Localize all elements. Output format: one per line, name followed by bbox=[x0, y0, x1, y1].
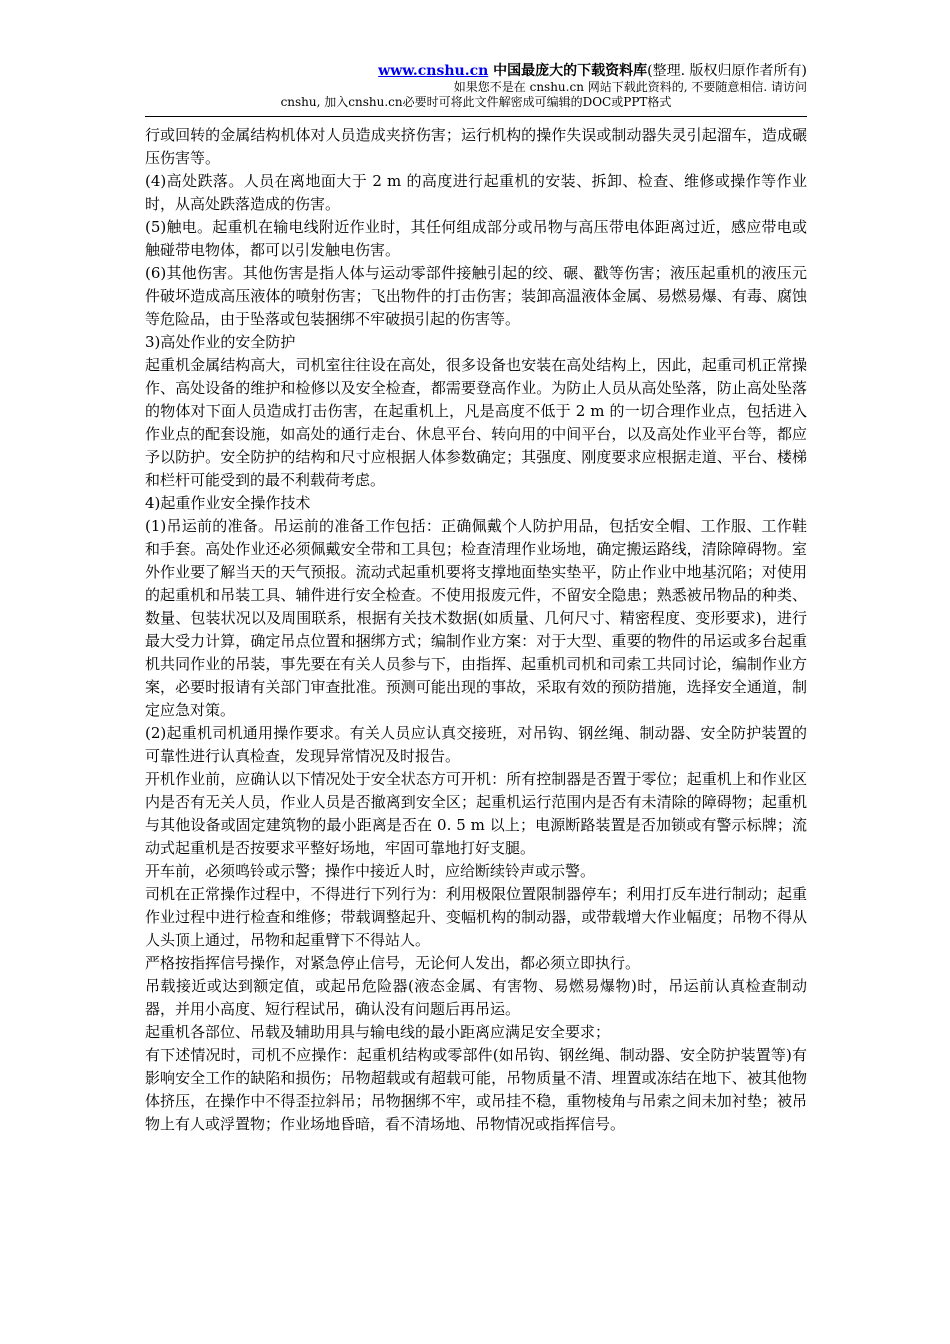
paragraph: 起重机金属结构高大，司机室往往设在高处，很多设备也安装在高处结构上，因此，起重司机正常操作、高处设备的维护和检修以及安全检查，都需要登高作业。为防止人员从高处坠落，防止高处坠落的物体对下面人员造成打击伤害，在起重机上，凡是高度不低于 2 m 的一切合理作业点，包括进入作业点的配套设施，如高处的通行走台、休息平台、转向用的中间平台，以及高处作业平台等，都应予以防护。安全防护的结构和尺寸应根据人体参数确定；其强度、刚度要求应根据走道、平台、楼梯和栏杆可能受到的最不利载荷考虑。 bbox=[145, 356, 807, 489]
header-divider bbox=[145, 116, 807, 117]
paragraph: (2)起重机司机通用操作要求。有关人员应认真交接班，对吊钩、钢丝绳、制动器、安全防护装置的可靠性进行认真检查，发现异常情况及时报告。 bbox=[145, 724, 807, 765]
section-heading: 4)起重作业安全操作技术 bbox=[145, 494, 311, 512]
header-note-line-2: cnshu, 加入cnshu.cn必要时可将此文件解密成可编辑的DOC或PPT格式 bbox=[280, 95, 672, 109]
paragraph: 有下述情况时，司机不应操作：起重机结构或零部件(如吊钩、钢丝绳、制动器、安全防护装置等)有影响安全工作的缺陷和损伤；吊物超载或有超载可能，吊物质量不清、埋置或冻结在地下、被其他物体挤压，在操作中不得歪拉斜吊；吊物捆绑不牢，或吊挂不稳，重物棱角与吊索之间未加衬垫；被吊物上有人或浮置物；作业场地昏暗，看不清场地、吊物情况或指挥信号。 bbox=[145, 1046, 807, 1133]
page-header bbox=[145, 62, 807, 110]
paragraph: 起重机各部位、吊载及辅助用具与输电线的最小距离应满足安全要求； bbox=[145, 1023, 611, 1041]
brand-note: (整理. 版权归原作者所有) bbox=[647, 63, 807, 79]
paragraph: (4)高处跌落。人员在离地面大于 2 m 的高度进行起重机的安装、拆卸、检查、维修或操作等作业时，从高处跌落造成的伤害。 bbox=[145, 172, 807, 213]
paragraph: (1)吊运前的准备。吊运前的准备工作包括：正确佩戴个人防护用品，包括安全帽、工作服、工作鞋和手套。高处作业还必须佩戴安全带和工具包；检查清理作业场地，确定搬运路线，清除障碍物。室外作业要了解当天的天气预报。流动式起重机要将支撑地面垫实垫平，防止作业中地基沉陷；对使用的起重机和吊装工具、辅件进行安全检查。不使用报废元件，不留安全隐患；熟悉被吊物品的种类、数量、包装状况以及周围联系，根据有关技术数据(如质量、几何尺寸、精密程度、变形要求)，进行最大受力计算，确定吊点位置和捆绑方式；编制作业方案：对于大型、重要的物件的吊运或多台起重机共同作业的吊装，事先要在有关人员参与下，由指挥、起重机司机和司索工共同讨论，编制作业方案，必要时报请有关部门审查批准。预测可能出现的事故，采取有效的预防措施，选择安全通道，制定应急对策。 bbox=[145, 517, 807, 719]
paragraph: (6)其他伤害。其他伤害是指人体与运动零部件接触引起的绞、碾、戳等伤害；液压起重机的液压元件破坏造成高压液体的喷射伤害；飞出物件的打击伤害；装卸高温液体金属、易燃易爆、有毒、腐蚀等危险品，由于坠落或包装捆绑不牢破损引起的伤害等。 bbox=[145, 264, 807, 328]
section-heading: 3)高处作业的安全防护 bbox=[145, 333, 296, 351]
header-title-line bbox=[145, 62, 807, 80]
paragraph: 开机作业前，应确认以下情况处于安全状态方可开机：所有控制器是否置于零位；起重机上和作业区内是否有无关人员，作业人员是否撤离到安全区；起重机运行范围内是否有未清除的障碍物；起重机与其他设备或固定建筑物的最小距离是否在 0. 5 m 以上；电源断路装置是否加锁或有警示标牌；流动式起重机是否按要求平整好场地，牢固可靠地打好支腿。 bbox=[145, 770, 807, 857]
paragraph: 司机在正常操作过程中，不得进行下列行为：利用极限位置限制器停车；利用打反车进行制动；起重作业过程中进行检查和维修；带载调整起升、变幅机构的制动器，或带载增大作业幅度；吊物不得从人头顶上通过，吊物和起重臂下不得站人。 bbox=[145, 885, 807, 949]
paragraph: 行或回转的金属结构机体对人员造成夹挤伤害；运行机构的操作失误或制动器失灵引起溜车，造成碾压伤害等。 bbox=[145, 126, 807, 167]
brand-title: 中国最庞大的下载资料库 bbox=[488, 63, 648, 79]
document-body bbox=[145, 124, 807, 1136]
paragraph: (5)触电。起重机在输电线附近作业时，其任何组成部分或吊物与高压带电体距离过近，感应带电或触碰带电物体，都可以引发触电伤害。 bbox=[145, 218, 807, 259]
paragraph: 开车前，必须鸣铃或示警；操作中接近人时，应给断续铃声或示警。 bbox=[145, 862, 596, 880]
paragraph: 严格按指挥信号操作，对紧急停止信号，无论何人发出，都必须立即执行。 bbox=[145, 954, 641, 972]
paragraph: 吊载接近或达到额定值，或起吊危险器(液态金属、有害物、易燃易爆物)时，吊运前认真检查制动器，并用小高度、短行程试吊，确认没有问题后再吊运。 bbox=[145, 977, 807, 1018]
site-link[interactable]: www.cnshu.cn bbox=[378, 63, 489, 79]
header-note-line-1: 如果您不是在 cnshu.cn 网站下载此资料的, 不要随意相信. 请访问 bbox=[453, 80, 807, 94]
